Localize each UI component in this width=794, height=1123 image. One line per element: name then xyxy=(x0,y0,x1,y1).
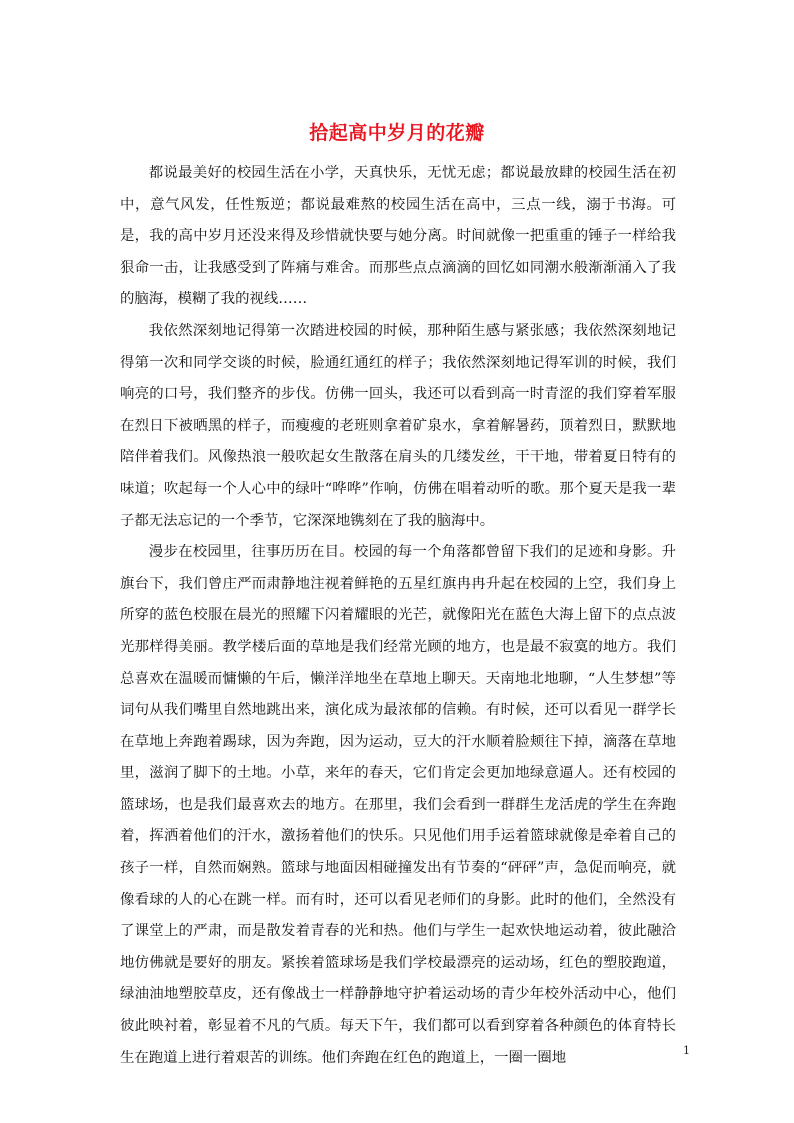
paragraph-1: 都说最美好的校园生活在小学，天真快乐，无忧无虑；都说最放肆的校园生活在初中，意气风发，任性叛逆；都说最难熬的校园生活在高中，三点一线，溺于书海。可是，我的高中岁月还没来得及珍惜就快要与她分离。时间就像一把重重的锤子一样给我狠命一击，让我感受到了阵痛与难舍。而那些点点滴滴的回忆如同潮水般渐渐涌入了我的脑海，模糊了我的视线…… xyxy=(120,165,676,308)
paragraph-2: 我依然深刻地记得第一次踏进校园的时候，那种陌生感与紧张感；我依然深刻地记得第一次和同学交谈的时候，脸通红通红的样子；我依然深刻地记得军训的时候，我们响亮的口号，我们整齐的步伐。仿佛一回头，我还可以看到高一时青涩的我们穿着军服在烈日下被晒黑的样子，而瘦瘦的老班则拿着矿泉水，拿着解暑药，顶着烈日，默默地陪伴着我们。风像热浪一般吹起女生散落在肩头的几缕发丝，干干地，带着夏日特有的味道；吹起每一个人心中的绿叶“哗哗”作响，仿佛在唱着动听的歌。那个夏天是我一辈子都无法忘记的一个季节，它深深地镌刻在了我的脑海中。 xyxy=(120,322,676,529)
page-number: 1 xyxy=(683,1044,690,1057)
paragraph-3: 漫步在校园里，往事历历在目。校园的每一个角落都曾留下我们的足迹和身影。升旗台下，我们曾庄严而肃静地注视着鲜艳的五星红旗冉冉升起在校园的上空，我们身上所穿的蓝色校服在晨光的照耀下闪着耀眼的光芒，就像阳光在蓝色大海上留下的点点波光那样得美丽。教学楼后面的草地是我们经常光顾的地方，也是最不寂寞的地方。我们总喜欢在温暖而慵懒的午后，懒洋洋地坐在草地上聊天。天南地北地聊，“人生梦想”等词句从我们嘴里自然地跳出来，演化成为最浓郁的信赖。有时候，还可以看见一群学长在草地上奔跑着踢球，因为奔跑，因为运动，豆大的汗水顺着脸颊往下掉，滴落在草地里，滋润了脚下的土地。小草，来年的春天，它们肯定会更加地绿意逼人。还有校园的篮球场，也是我们最喜欢去的地方。在那里，我们会看到一群群生龙活虎的学生在奔跑着，挥洒着他们的汗水，激扬着他们的快乐。只见他们用手运着篮球就像是牵着自己的孩子一样，自然而娴熟。篮球与地面因相碰撞发出有节奏的“砰砰”声，急促而响亮，就像看球的人的心在跳一样。而有时，还可以看见老师们的身影。此时的他们，全然没有了课堂上的严肃，而是散发着青春的光和热。他们与学生一起欢快地运动着，彼此融洽地仿佛就是要好的朋友。紧挨着篮球场是我们学校最漂亮的运动场，红色的塑胶跑道，绿油油地塑胶草皮，还有像战士一样静静地守护着运动场的青少年校外活动中心，他们彼此映衬着，彰显着不凡的气质。每天下午，我们都可以看到穿着各种颜色的体育特长生在跑道上进行着艰苦的训练。他们奔跑在红色的跑道上，一圈一圈地 xyxy=(120,544,676,1066)
document-body xyxy=(120,158,676,1074)
document-title: 拾起高中岁月的花瓣 xyxy=(309,122,485,144)
